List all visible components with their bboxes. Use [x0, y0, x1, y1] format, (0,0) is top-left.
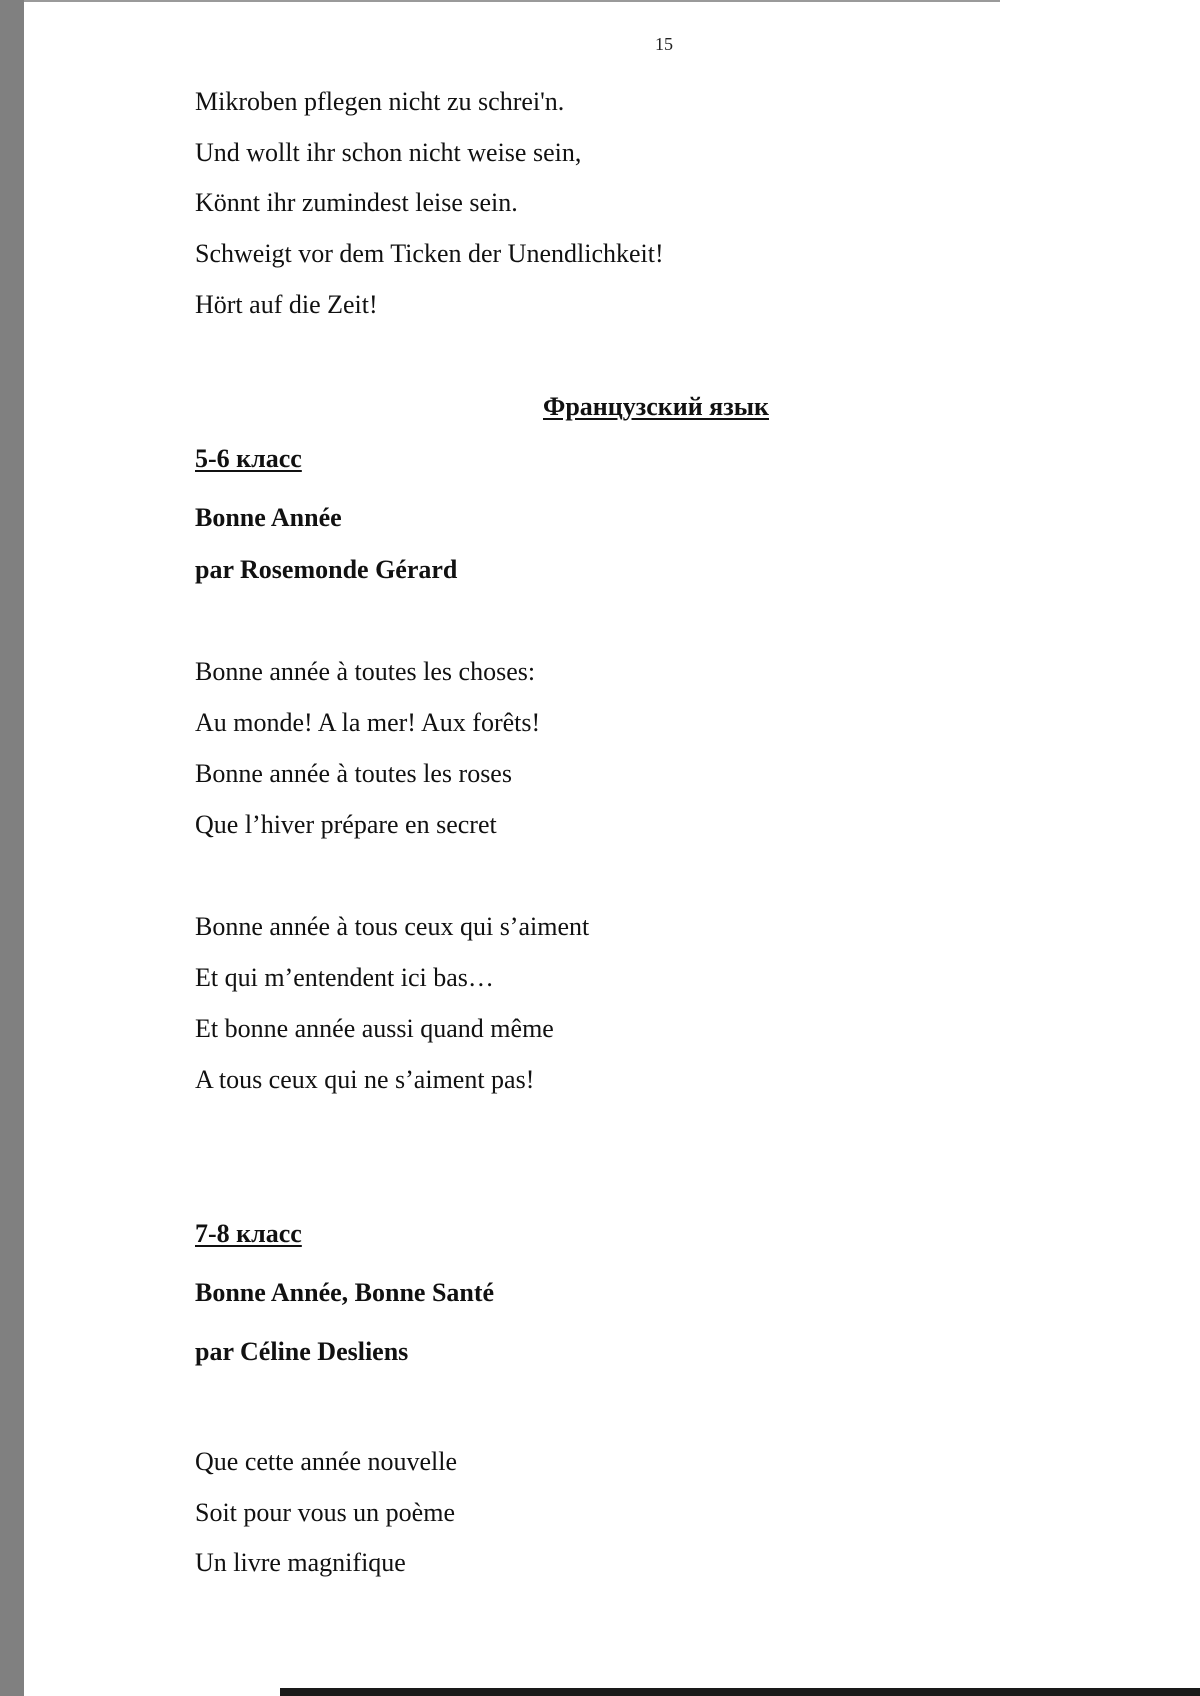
german-line: Könnt ihr zumindest leise sein. [195, 188, 518, 217]
poem-line: Bonne année à toutes les choses: [195, 657, 536, 686]
poem-title: Bonne Année [195, 503, 342, 532]
poem-line: Et qui m’entendent ici bas… [195, 963, 494, 992]
german-line: Hört auf die Zeit! [195, 290, 378, 319]
poem-line: Que cette année nouvelle [195, 1447, 458, 1476]
scan-left-margin [0, 0, 24, 1696]
poem-line: A tous ceux qui ne s’aiment pas! [195, 1065, 535, 1094]
poem-author: par Rosemonde Gérard [195, 555, 458, 584]
poem-line: Que l’hiver prépare en secret [195, 810, 497, 839]
poem-line: Au monde! A la mer! Aux forêts! [195, 708, 541, 737]
poem-title: Bonne Année, Bonne Santé [195, 1278, 495, 1307]
page-number: 15 [655, 34, 673, 54]
poem-line: Bonne année à toutes les roses [195, 759, 512, 788]
grade-heading-7-8: 7-8 класс [195, 1219, 302, 1248]
scan-top-edge [24, 0, 1000, 2]
german-line: Mikroben pflegen nicht zu schrei'n. [195, 87, 565, 116]
grade-heading-5-6: 5-6 класс [195, 444, 302, 473]
german-line: Und wollt ihr schon nicht weise sein, [195, 138, 582, 167]
poem-line: Et bonne année aussi quand même [195, 1014, 554, 1043]
poem-line: Bonne année à tous ceux qui s’aiment [195, 912, 590, 941]
language-heading: Французский язык [543, 392, 769, 421]
german-line: Schweigt vor dem Ticken der Unendlichkeit! [195, 239, 664, 268]
scan-bottom-edge [280, 1688, 1200, 1696]
poem-line: Soit pour vous un poème [195, 1498, 455, 1527]
poem-line: Un livre magnifique [195, 1548, 406, 1577]
poem-author: par Céline Desliens [195, 1337, 409, 1366]
